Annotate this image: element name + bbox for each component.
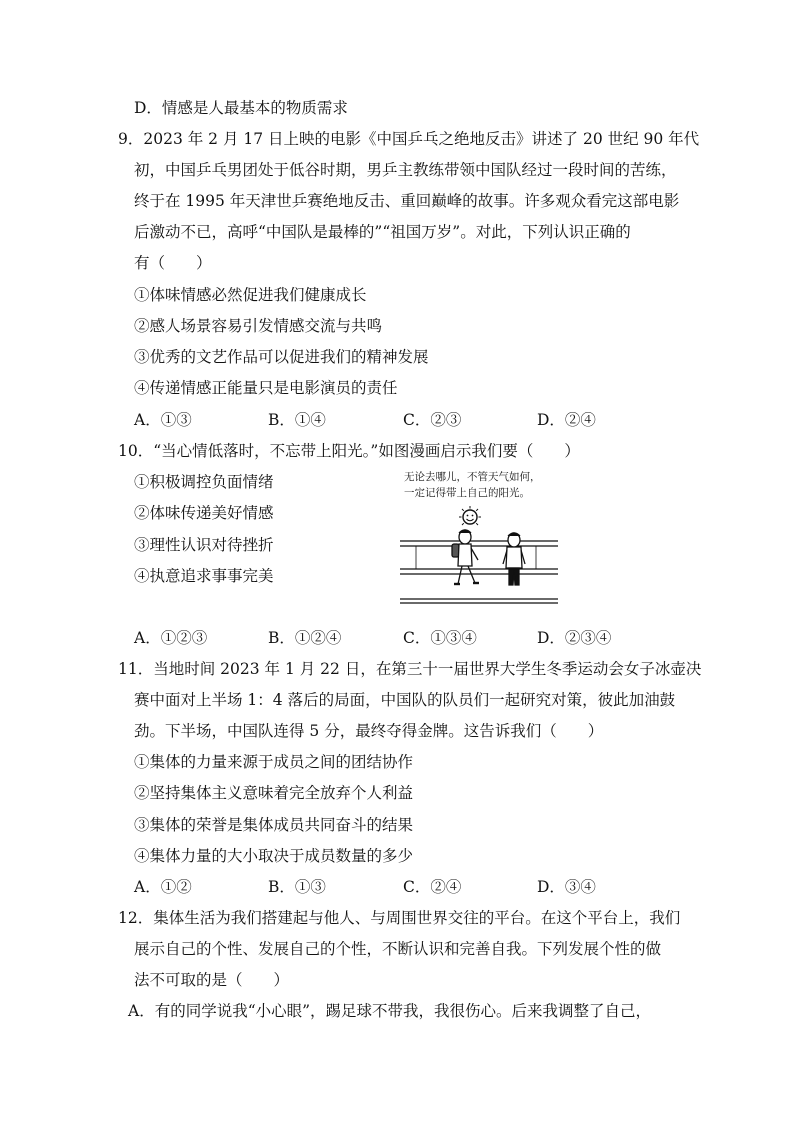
- q11-stem-line-2: 赛中面对上半场 1：4 落后的局面，中国队的队员们一起研究对策，彼此加油鼓: [134, 691, 676, 709]
- q11-option-a: A．①②: [134, 878, 192, 896]
- q11-stem-line-1: 11．当地时间 2023 年 1 月 22 日，在第三十一届世界大学生冬季运动会女子冰壶决: [118, 660, 702, 678]
- q10-stem: 10．“当心情低落时，不忘带上阳光。”如图漫画启示我们要（ ）: [118, 442, 580, 460]
- q9-stem-line-4: 后激动不已，高呼“中国队是最棒的”“祖国万岁”。对此，下列认识正确的: [134, 223, 631, 241]
- q11-statement-2: ②坚持集体主义意味着完全放弃个人利益: [134, 784, 414, 802]
- q11-statement-4: ④集体力量的大小取决于成员数量的多少: [134, 847, 414, 865]
- q9-option-b: B．①④: [268, 411, 326, 429]
- q11-option-c: C．②④: [403, 878, 462, 896]
- railing: [400, 541, 558, 603]
- q9-stem-line-2: 初，中国乒乓男团处于低谷时期，男乒主教练带领中国队经过一段时间的苦练，: [134, 161, 677, 179]
- walking-boy: [452, 530, 479, 584]
- q9-option-a: A．①③: [134, 411, 192, 429]
- q11-statement-3: ③集体的荣誉是集体成员共同奋斗的结果: [134, 816, 414, 834]
- q10-option-c: C．①③④: [403, 629, 477, 647]
- q12-stem-line-2: 展示自己的个性、发展自己的个性，不断认识和完善自我。下列发展个性的做: [134, 940, 662, 958]
- option-d-prev: D．情感是人最基本的物质需求: [134, 99, 348, 117]
- q9-statement-1: ①体味情感必然促进我们健康成长: [134, 286, 367, 304]
- q10-option-b: B．①②④: [268, 629, 342, 647]
- q11-option-b: B．①③: [268, 878, 326, 896]
- q12-option-a: A．有的同学说我“小心眼”，踢足球不带我，我很伤心。后来我调整了自己，: [128, 1002, 652, 1020]
- q9-statement-2: ②感人场景容易引发情感交流与共鸣: [134, 317, 383, 335]
- q10-option-d: D．②③④: [537, 629, 612, 647]
- q11-stem-line-3: 劲。下半场，中国队连得 5 分，最终夺得金牌。这告诉我们（ ）: [134, 722, 604, 740]
- q9-option-c: C．②③: [403, 411, 462, 429]
- cartoon-caption-line-2: 一定记得带上自己的阳光。: [404, 487, 530, 499]
- cartoon-caption-line-1: 无论去哪儿，不管天气如何，: [404, 471, 541, 483]
- q9-stem-line-3: 终于在 1995 年天津世乒赛绝地反击、重回巅峰的故事。许多观众看完这部电影: [134, 192, 680, 210]
- q9-statement-3: ③优秀的文艺作品可以促进我们的精神发展: [134, 348, 429, 366]
- q10-option-a: A．①②③: [134, 629, 208, 647]
- smiling-sun-icon: [459, 506, 481, 525]
- q10-statement-4: ④执意追求事事完美: [134, 567, 274, 585]
- q9-option-d: D．②④: [537, 411, 596, 429]
- q10-cartoon-image: [396, 470, 562, 606]
- q10-statement-3: ③理性认识对待挫折: [134, 536, 274, 554]
- q9-stem-line-1: 9．2023 年 2 月 17 日上映的电影《中国乒乓之绝地反击》讲述了 20 世纪 90 年代: [118, 130, 700, 148]
- q10-statement-1: ①积极调控负面情绪: [134, 473, 274, 491]
- q11-option-d: D．③④: [537, 878, 596, 896]
- q12-stem-line-3: 法不可取的是（ ）: [134, 971, 290, 989]
- cartoon-drawing: [396, 470, 562, 606]
- q12-stem-line-1: 12．集体生活为我们搭建起与他人、与周围世界交往的平台。在这个平台上，我们: [118, 909, 681, 927]
- q11-statement-1: ①集体的力量来源于成员之间的团结协作: [134, 753, 414, 771]
- q10-statement-2: ②体味传递美好情感: [134, 504, 274, 522]
- q9-statement-4: ④传递情感正能量只是电影演员的责任: [134, 379, 398, 397]
- q9-stem-line-5: 有（ ）: [134, 254, 212, 272]
